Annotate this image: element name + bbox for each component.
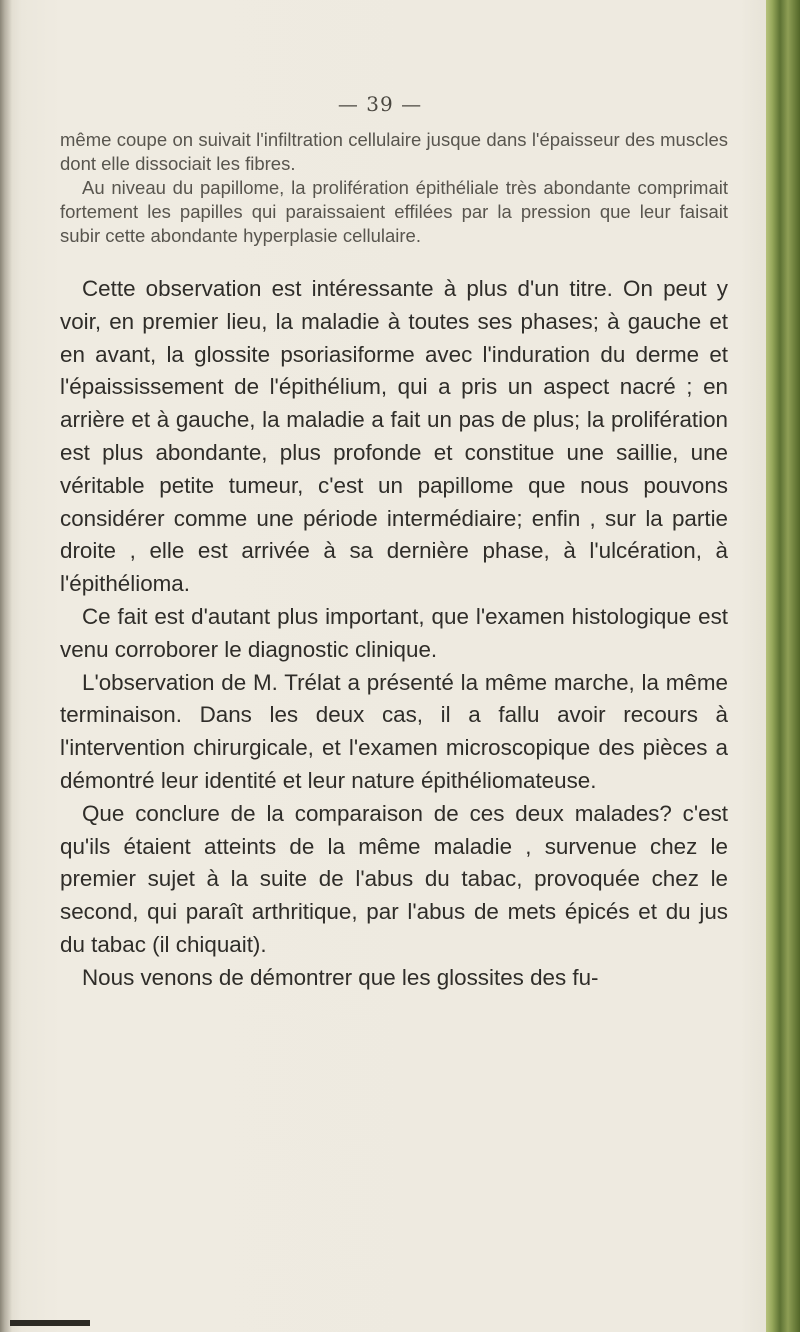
main-paragraph: Que conclure de la comparaison de ces deux malades? c'est qu'ils étaient atteints de la même maladie , survenue chez le premier sujet à la suite de l'abus du tabac, provoquée chez le second, qui paraît arthritique, par l'abus de mets épicés et du jus du tabac (il chiquait). [60,800,728,957]
small-paragraph: même coupe on suivait l'infiltration cellulaire jusque dans l'épaisseur des muscles dont elle dissociait les fibres. [60,129,728,174]
page-edge-strip [766,0,800,1332]
small-print-section [60,128,728,248]
main-paragraph: L'observation de M. Trélat a présenté la même marche, la même terminaison. Dans les deux cas, il a fallu avoir recours à l'intervention chirurgicale, et l'examen microscopique des pièces a démontré leur identité et leur nature épithéliomateuse. [60,669,728,793]
main-paragraph: Ce fait est d'autant plus important, que l'examen histologique est venu corroborer le diagnostic clinique. [60,603,728,662]
bottom-rule [10,1320,90,1326]
main-paragraph: Cette observation est intéressante à plus d'un titre. On peut y voir, en premier lieu, la maladie à toutes ses phases; à gauche et en avant, la glossite psoriasiforme avec l'induration du derme et l'épaississement de l'épithélium, qui a pris un aspect nacré ; en arrière et à gauche, la maladie a fait un pas de plus; la prolifération est plus abondante, plus profonde et constitue une saillie, une véritable petite tumeur, c'est un papillome que nous pouvons considérer comme une période intermédiaire; enfin , sur la partie droite , elle est arrivée à sa dernière phase, à l'ulcération, à l'épithélioma. [60,276,728,597]
main-text-section [60,273,728,995]
main-paragraph: Nous venons de démontrer que les glossites des fu- [82,964,599,990]
binding-shadow [0,0,12,1332]
page-number: — 39 — [337,92,423,116]
small-paragraph: Au niveau du papillome, la prolifération épithéliale très abondante comprimait fortement les papilles qui paraissaient effilées par la pression que leur faisait subir cette abondante hyperplasie cellulaire. [60,177,728,246]
